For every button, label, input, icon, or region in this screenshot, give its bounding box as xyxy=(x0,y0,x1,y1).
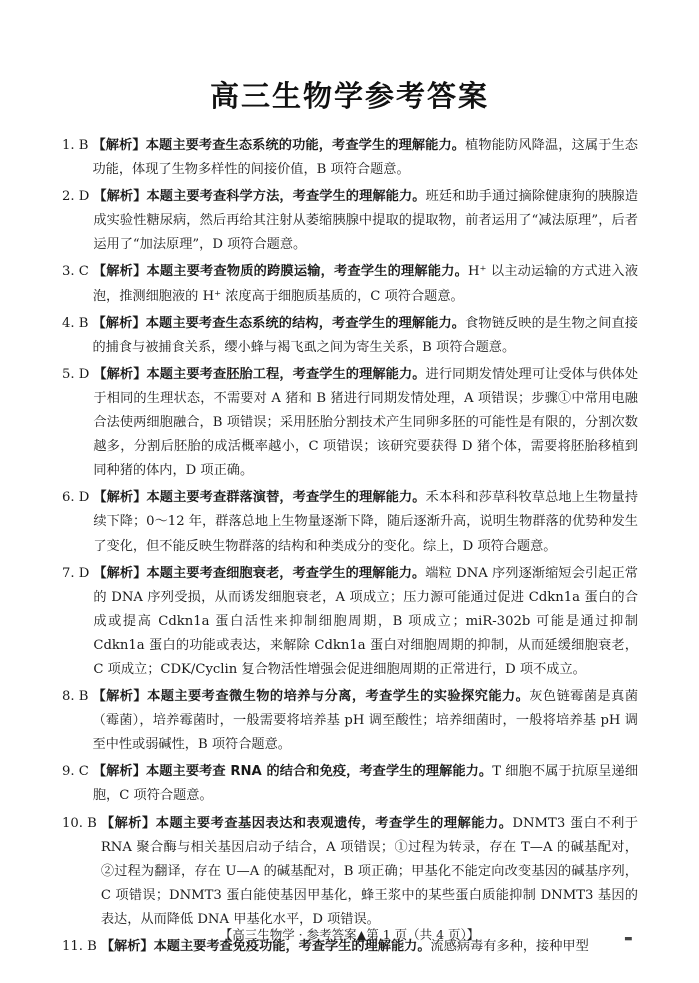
list-item xyxy=(62,134,638,182)
answer-number: 1. B xyxy=(62,138,89,153)
answer-focus: 本题主要考查免疫功能，考查学生的理解能力。 xyxy=(153,939,431,954)
analysis-tag: 【解析】 xyxy=(93,565,147,581)
answer-focus: 本题主要考查基因表达和表观遗传，考查学生的理解能力。 xyxy=(155,815,513,831)
answer-text: 端粒 DNA 序列逐渐缩短会引起正常的 DNA 序列受损，从而诱发细胞衰老，A 项成立；压力源可能通过促进 Cdkn1a 蛋白的合成或提高 Cdkn1a 蛋白活性来抑制细胞周期，B 项成立；miR-302b 可能是通过抑制 Cdkn1a 蛋白的功能或表达，来解除 Cdkn1a 蛋白对细胞周期的抑制，从而延缓细胞衰老，C 项成立；CDK/Cyclin 复合物活性增强会促进细胞周期的正常进行，D 项不成立。 xyxy=(93,565,638,677)
answer-number: 4. B xyxy=(62,315,89,331)
analysis-tag: 【解析】 xyxy=(100,815,156,831)
answer-list xyxy=(62,134,638,962)
page-title: 高三生物学参考答案 xyxy=(209,79,489,113)
answer-body xyxy=(93,363,638,483)
answer-body xyxy=(93,260,638,308)
answer-text: 禾本科和莎草科牧草总地上生物量持续下降；0～12 年，群落总地上生物量逐渐下降，随后逐渐升高，说明生物群落的优势种发生了变化，但不能反映生物群落的结构和种类成分的变化。综上，D 项符合题意。 xyxy=(93,490,639,554)
answer-number: 2. D xyxy=(62,189,90,205)
answer-text: 班廷和助手通过摘除健康狗的胰腺造成实验性糖尿病，然后再给其注射从萎缩胰腺中提取的提取物，前者运用了“减法原理”，后者运用了“加法原理”，D 项符合题意。 xyxy=(93,189,639,253)
answer-text: 植物能防风降温，这属于生态功能，体现了生物多样性的间接价值，B 项符合题意。 xyxy=(92,138,638,178)
list-item xyxy=(62,685,638,757)
answer-focus: 本题主要考查 RNA 的结合和免疫，考查学生的理解能力。 xyxy=(146,764,493,780)
list-item xyxy=(62,363,638,483)
answer-text: 流感病毒有多种，接种甲型 xyxy=(430,939,589,954)
analysis-tag: 【解析】 xyxy=(93,189,147,205)
list-item xyxy=(62,312,638,360)
answer-text: 食物链反映的是生物之间直接的捕食与被捕食关系，缨小蜂与褐飞虱之间为寄生关系，B 项符合题意。 xyxy=(92,315,638,355)
answer-text: 进行同期发情处理可让受体与供体处于相同的生理状态，不需要对 A 猪和 B 猪进行同期发情处理，A 项错误；步骤①中常用电融合法使两细胞融合，B 项错误；采用胚胎分割技术产生同卵多胚的可能性是有限的，分割次数越多，分割后胚胎的成活概率越小，C 项错误；该研究要获得 D 猪个体，需要将胚胎移植到同种猪的体内，D 项正确。 xyxy=(93,366,639,479)
answer-number: 5. D xyxy=(62,366,90,382)
answer-number: 3. C xyxy=(62,264,89,280)
answer-text: DNMT3 蛋白不利于 RNA 聚合酶与相关基因启动子结合，A 项错误；①过程为转录，存在 T—A 的碱基配对，②过程为翻译，存在 U—A 的碱基配对，B 项正确；甲基化不能定向改变基因的碱基序列，C 项错误；DNMT3 蛋白能使基因甲基化，蜂王浆中的某些蛋白质能抑制 DNMT3 基因的表达，从而降低 DNA 甲基化水平，D 项错误。 xyxy=(100,815,639,927)
answer-focus: 本题主要考查群落演替，考查学生的理解能力。 xyxy=(146,490,426,506)
answer-number: 7. D xyxy=(62,565,90,581)
list-item xyxy=(62,760,638,808)
answer-body xyxy=(93,486,638,558)
answer-focus: 本题主要考查胚胎工程，考查学生的理解能力。 xyxy=(146,366,426,382)
analysis-tag: 【解析】 xyxy=(92,764,146,780)
answer-body xyxy=(93,185,638,257)
list-item xyxy=(62,562,638,682)
answer-body xyxy=(92,134,638,182)
answer-text: H⁺ 以主动运输的方式进入液泡，推测细胞液的 H⁺ 浓度高于细胞质基质的，C 项符合题意。 xyxy=(92,264,639,304)
answer-body xyxy=(92,685,638,757)
list-item xyxy=(62,185,638,257)
analysis-tag: 【解析】 xyxy=(93,490,147,506)
answer-focus: 本题主要考查生态系统的结构，考查学生的理解能力。 xyxy=(145,315,466,331)
answer-text: T 细胞不属于抗原呈递细胞，C 项符合题意。 xyxy=(92,764,639,804)
answer-body xyxy=(93,760,638,808)
answer-number: 11. B xyxy=(62,939,97,954)
answer-focus: 本题主要考查生态系统的功能，考查学生的理解能力。 xyxy=(145,138,466,153)
answer-body xyxy=(101,812,638,932)
analysis-tag: 【解析】 xyxy=(93,366,147,382)
answer-focus: 本题主要考查微生物的培养与分离，考查学生的实验探究能力。 xyxy=(147,689,530,705)
analysis-tag: 【解析】 xyxy=(92,689,148,705)
analysis-tag: 【解析】 xyxy=(92,138,146,153)
page-footer: 【高三生物学 · 参考答案▲第 1 页（共 4 页）】 xyxy=(219,927,480,942)
corner-mark: ▬ xyxy=(624,934,633,944)
answer-focus: 本题主要考查细胞衰老，考查学生的理解能力。 xyxy=(146,565,426,581)
list-item xyxy=(62,486,638,558)
analysis-tag: 【解析】 xyxy=(92,315,146,331)
list-item xyxy=(62,260,638,308)
answer-text: 灰色链霉菌是真菌（霉菌），培养霉菌时，一般需要将培养基 pH 调至酸性；培养细菌时，一般将培养基 pH 调至中性或弱碱性，B 项符合题意。 xyxy=(92,689,639,753)
answer-number: 8. B xyxy=(62,689,89,705)
answer-body xyxy=(93,562,638,682)
answer-focus: 本题主要考查科学方法，考查学生的理解能力。 xyxy=(146,189,426,205)
answer-number: 9. C xyxy=(62,764,89,780)
answer-focus: 本题主要考查物质的跨膜运输，考查学生的理解能力。 xyxy=(146,264,468,280)
analysis-tag: 【解析】 xyxy=(100,939,154,954)
answer-body xyxy=(92,312,638,360)
analysis-tag: 【解析】 xyxy=(92,264,147,280)
answer-number: 10. B xyxy=(62,815,97,831)
answer-number: 6. D xyxy=(62,490,90,506)
list-item xyxy=(62,812,638,932)
